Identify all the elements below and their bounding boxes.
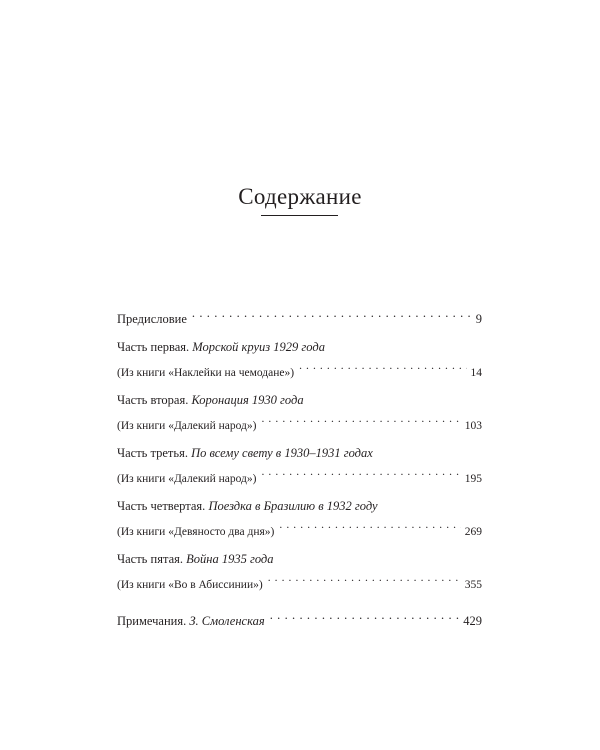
toc-page-number: 103: [464, 420, 482, 432]
toc-part-source: (Из книги «Наклейки на чемодане»): [117, 367, 295, 379]
toc-part-source: (Из книги «Далекий народ»): [117, 473, 257, 485]
toc-entry-part-3: [117, 444, 482, 485]
toc-notes-label: Примечания.: [117, 614, 187, 628]
dot-leader: [299, 357, 466, 376]
toc-page-number: 9: [475, 312, 482, 326]
toc-part-prefix: Часть четвертая.: [117, 499, 206, 513]
toc-entry-part-1: [117, 338, 482, 379]
toc-page-number: 269: [464, 526, 482, 538]
toc-part-prefix: Часть пятая.: [117, 552, 183, 566]
dot-leader: [270, 606, 460, 625]
title-underline: [261, 215, 338, 216]
toc-entry-part-5: [117, 550, 482, 591]
toc-entry-part-2: [117, 391, 482, 432]
toc-part-title: По всему свету в 1930–1931 годах: [191, 446, 373, 460]
toc-part-prefix: Часть вторая.: [117, 393, 189, 407]
toc-part-source: (Из книги «Во в Абиссинии»): [117, 579, 263, 591]
toc-part-title: Поездка в Бразилию в 1932 году: [208, 499, 378, 513]
toc-page-number: 429: [463, 614, 482, 628]
toc-entry-part-4: [117, 497, 482, 538]
toc-entry-notes: [117, 606, 482, 628]
toc-page-number: 355: [464, 579, 482, 591]
toc-part-prefix: Часть третья.: [117, 446, 188, 460]
dot-leader: [268, 569, 461, 588]
toc-part-prefix: Часть первая.: [117, 340, 190, 354]
dot-leader: [279, 516, 460, 535]
table-of-contents: [117, 304, 482, 640]
toc-part-title: Коронация 1930 года: [191, 393, 304, 407]
dot-leader: [261, 410, 460, 429]
toc-entry-label: [117, 612, 265, 631]
toc-part-source: (Из книги «Далекий народ»): [117, 420, 257, 432]
toc-part-title: Морской круиз 1929 года: [192, 340, 325, 354]
toc-entry-label: Предисловие: [117, 312, 187, 326]
toc-page-number: 14: [470, 367, 482, 379]
toc-notes-author: З. Смоленская: [189, 614, 265, 628]
toc-entry-preface: [117, 304, 482, 326]
toc-part-source: (Из книги «Девяносто два дня»): [117, 526, 275, 538]
toc-part-title: Война 1935 года: [186, 552, 274, 566]
dot-leader: [261, 463, 460, 482]
page-title: Содержание: [238, 184, 362, 209]
dot-leader: [192, 304, 472, 323]
toc-page-number: 195: [464, 473, 482, 485]
